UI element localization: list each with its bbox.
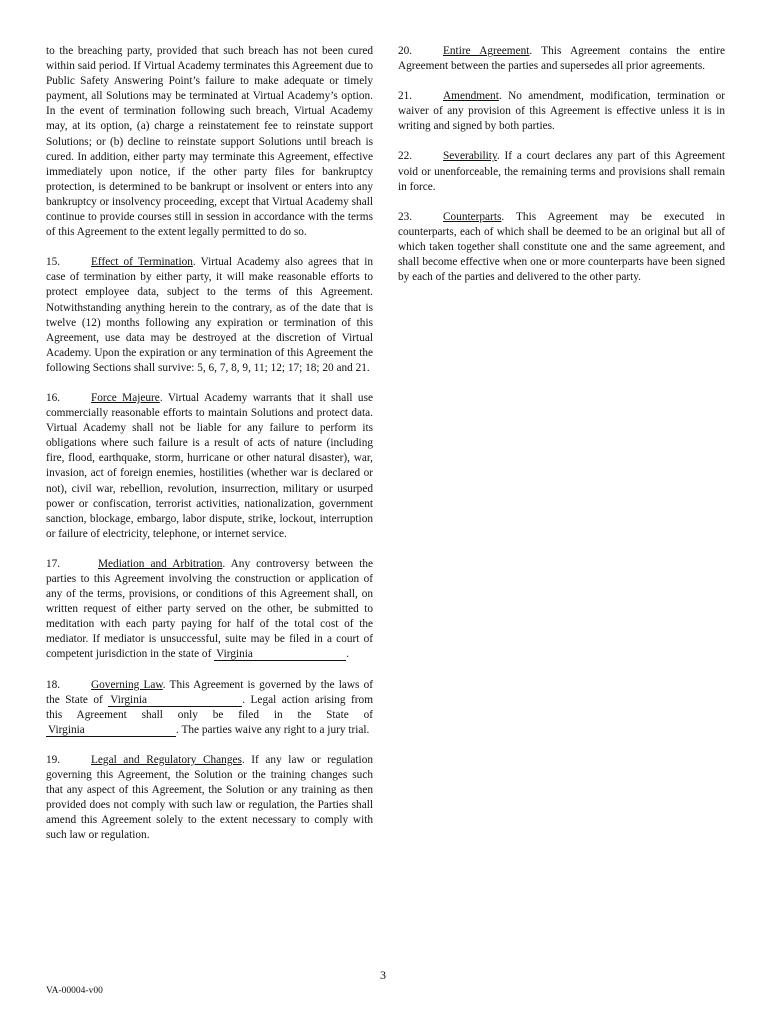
section-number: 15. bbox=[46, 256, 61, 269]
section-number: 20. bbox=[398, 45, 413, 57]
section-20 bbox=[398, 44, 725, 74]
section-title: Governing Law bbox=[91, 678, 163, 691]
section-16 bbox=[46, 391, 373, 542]
section-body-3: . The parties waive any right to a jury trial. bbox=[176, 723, 370, 736]
section-number: 16. bbox=[46, 391, 61, 404]
section-number: 19. bbox=[46, 753, 61, 766]
section-17 bbox=[46, 557, 373, 663]
section-body: . This Agreement may be executed in counterparts, each of which shall be deemed to be an original but all of which taken together shall constitute one and the same agreement, and shall become effective when one or more counterparts have been signed by each of the parties and delivered to the other party. bbox=[398, 210, 725, 284]
filing-state-field: Virginia bbox=[46, 725, 176, 737]
section-19 bbox=[46, 753, 373, 844]
section-title: Effect of Termination bbox=[91, 256, 193, 269]
section-body: . Virtual Academy warrants that it shall use commercially reasonable efforts to maintain Solutions and protect data. Virtual Academy shall not be liable for any failure to perform its obligations where such failure is a result of acts of nature (including fire, flood, earthquake, storm, hurricane or other natural disaster), war, invasion, act of foreign enemies, hostilities (whether war is declared or not), civil war, rebellion, revolution, insurrection, military or usurped power or confiscation, terrorist activities, nationalization, government sanction, blockage, embargo, labor dispute, strike, lockout, interruption or failure of electricity, telephone, or internet service. bbox=[46, 391, 373, 540]
section-number: 18. bbox=[46, 678, 61, 691]
page-number: 3 bbox=[380, 968, 386, 982]
section-title: Force Majeure bbox=[91, 391, 160, 404]
section-15 bbox=[46, 255, 373, 376]
section-title: Entire Agreement bbox=[443, 45, 530, 57]
section-body: . Any controversy between the parties to this Agreement involving the construction or application of any of the terms, provisions, or conditions of this Agreement shall, on written request of either party served on the other, be submitted to meditation with each party paying for half of the total cost of the mediator. If mediator is unsuccessful, suite may be filed in a court of competent jurisdiction in the state of bbox=[46, 557, 373, 661]
section-number: 21. bbox=[398, 90, 413, 103]
left-column bbox=[46, 44, 373, 859]
section-title: Counterparts bbox=[443, 210, 502, 223]
section-18 bbox=[46, 678, 373, 738]
right-column bbox=[398, 44, 725, 300]
section-body-1: . This Agreement is governed by the laws of the State of bbox=[46, 678, 373, 706]
section-22 bbox=[398, 149, 725, 194]
section-end: . bbox=[346, 648, 349, 661]
section-number: 17. bbox=[46, 557, 61, 570]
section-body-2: . Legal action arising from this Agreement shall only be filed in the State of bbox=[46, 693, 373, 721]
section-body: . Virtual Academy also agrees that in case of termination by either party, it will make reasonable efforts to protect employee data, subject to the terms of this Agreement. Notwithstanding anything herein to the contrary, as of the date that is twelve (12) months following any expiration or termination of this Agreement, use data may be destroyed at the discretion of Virtual Academy. Upon the expiration or any termination of this Agreement the following Sections shall survive: 5, 6, 7, 8, 9, 11; 12; 17; 18; 20 and 21. bbox=[46, 256, 373, 374]
section-23 bbox=[398, 210, 725, 285]
section-title: Amendment bbox=[443, 90, 499, 103]
mediation-state-field: Virginia bbox=[214, 649, 346, 661]
section-title: Severability bbox=[443, 150, 497, 163]
section-title: Legal and Regulatory Changes bbox=[91, 753, 242, 766]
section-body: . If a court declares any part of this Agreement void or unenforceable, the remaining terms and provisions shall remain in force. bbox=[398, 150, 725, 193]
section-number: 22. bbox=[398, 150, 413, 163]
document-code: VA-00004-v00 bbox=[46, 986, 103, 996]
section-21 bbox=[398, 89, 725, 134]
section-title: Mediation and Arbitration bbox=[98, 557, 223, 570]
section-number: 23. bbox=[398, 210, 413, 223]
section-body: . No amendment, modification, termination or waiver of any provision of this Agreement is effective unless it is in writing and signed by both parties. bbox=[398, 90, 725, 133]
section-14-continued: to the breaching party, provided that such breach has not been cured within said period. If Virtual Academy terminates this Agreement due to Public Safety Answering Point’s failure to make adequate or timely payment, all Solutions may be terminated at Virtual Academy’s option. In the event of termination following such breach, Virtual Academy may, at its option, (a) charge a reinstatement fee to reinstate support Solutions; or (b) decline to reinstate support Solutions until breach is cured. In addition, either party may terminate this Agreement, effective immediately upon notice, if the other party files for bankruptcy protection, is determined to be bankrupt or insolvent or enters into any bankruptcy or insolvency proceeding, except that Virtual Academy shall continue to provide courses still in session in accordance with the terms of this Agreement to the extent legally permitted to do so. bbox=[46, 45, 373, 239]
section-body: . If any law or regulation governing this Agreement, the Solution or the training changes such that any aspect of this Agreement, the Solution or any training as then provided does not comply with such law or regulation, the Parties shall amend this Agreement solely to the extent necessary to comply with such law or regulation. bbox=[46, 753, 373, 842]
governing-state-field: Virginia bbox=[108, 695, 242, 707]
section-body: . This Agreement contains the entire Agreement between the parties and supersedes all prior agreements. bbox=[398, 45, 725, 73]
